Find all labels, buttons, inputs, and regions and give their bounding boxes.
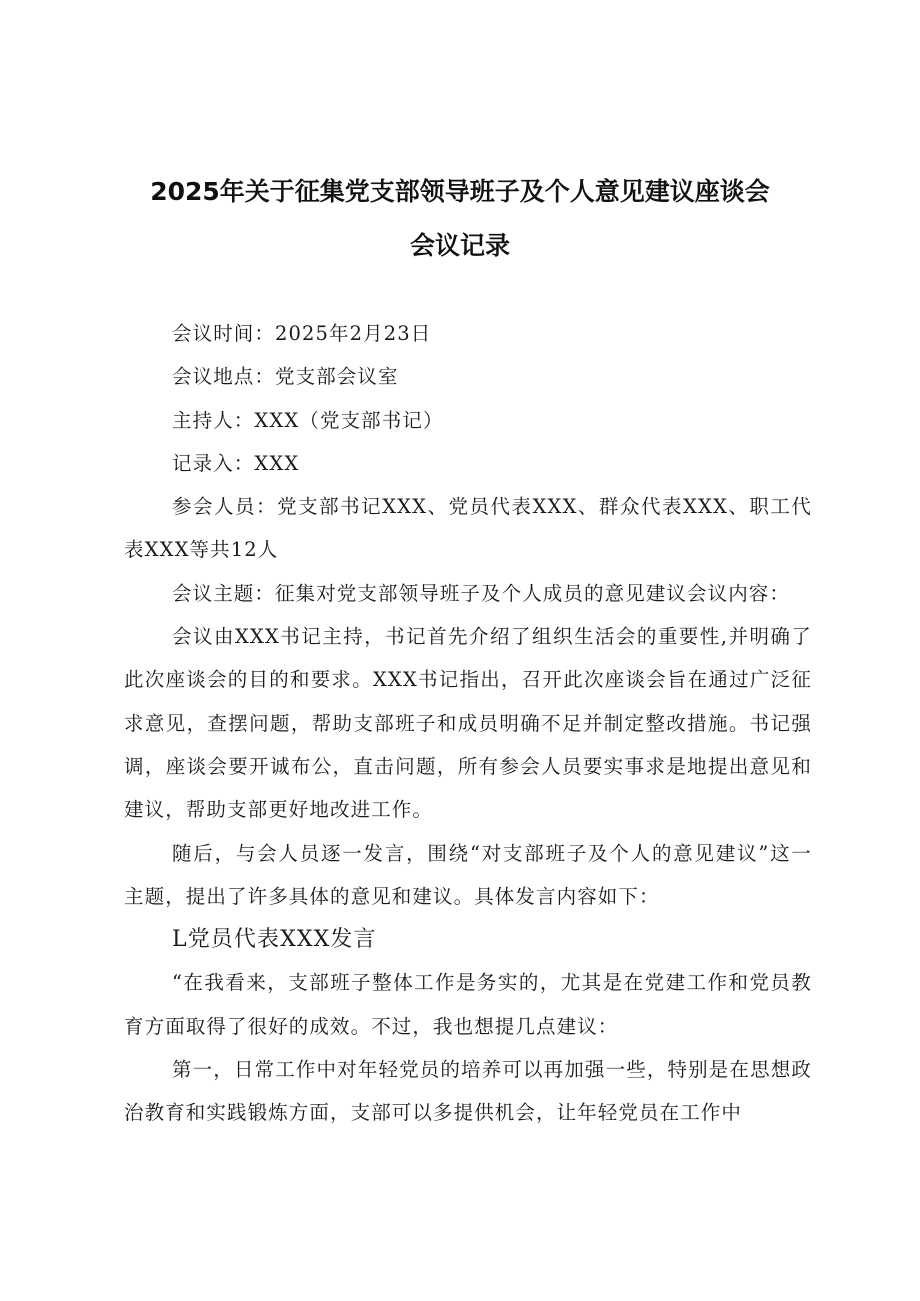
meeting-recorder: 记录入：XXX [172, 451, 300, 475]
meeting-location: 会议地点：党支部会议室 [172, 365, 399, 389]
meeting-topic: 会议主题：征集对党支部领导班子及个人成员的意见建议会议内容： [172, 581, 791, 605]
suggestion-first-paragraph: 第一，日常工作中对年轻党员的培养可以再加强一些，特别是在思想政治教育和实践锻炼方面，支部可以多提供机会，让年轻党员在工作中 [124, 1058, 812, 1125]
meeting-opening-paragraph: 会议由XXX书记主持，书记首先介绍了组织生活会的重要性,并明确了此次座谈会的目的和要求。XXX书记指出，召开此次座谈会旨在通过广泛征求意见，查摆问题，帮助支部班子和成员明确不足并制定整改措施。书记强调，座谈会要开诚布公，直击问题，所有参会人员要实事求是地提出意见和建议，帮助支部更好地改进工作。 [124, 625, 812, 822]
document-title-line-1: 2025年关于征集党支部领导班子及个人意见建议座谈会 [150, 177, 770, 206]
speaker-quote-paragraph: “在我看来，支部班子整体工作是务实的，尤其是在党建工作和党员教育方面取得了很好的成效。不过，我也想提几点建议： [124, 971, 812, 1038]
meeting-host: 主持人：XXX（党支部书记） [172, 408, 444, 432]
speaker-heading: L党员代表XXX发言 [172, 927, 377, 953]
meeting-discussion-paragraph: 随后，与会人员逐一发言，围绕“对支部班子及个人的意见建议”这一主题，提出了许多具体的意见和建议。具体发言内容如下： [124, 841, 812, 908]
document-title-line-2: 会议记录 [409, 231, 510, 260]
document-body [124, 312, 812, 1135]
meeting-attendees: 参会人员：党支部书记XXX、党员代表XXX、群众代表XXX、职工代表XXX等共12人 [124, 495, 812, 562]
meeting-time: 会议时间：2025年2月23日 [172, 322, 432, 345]
